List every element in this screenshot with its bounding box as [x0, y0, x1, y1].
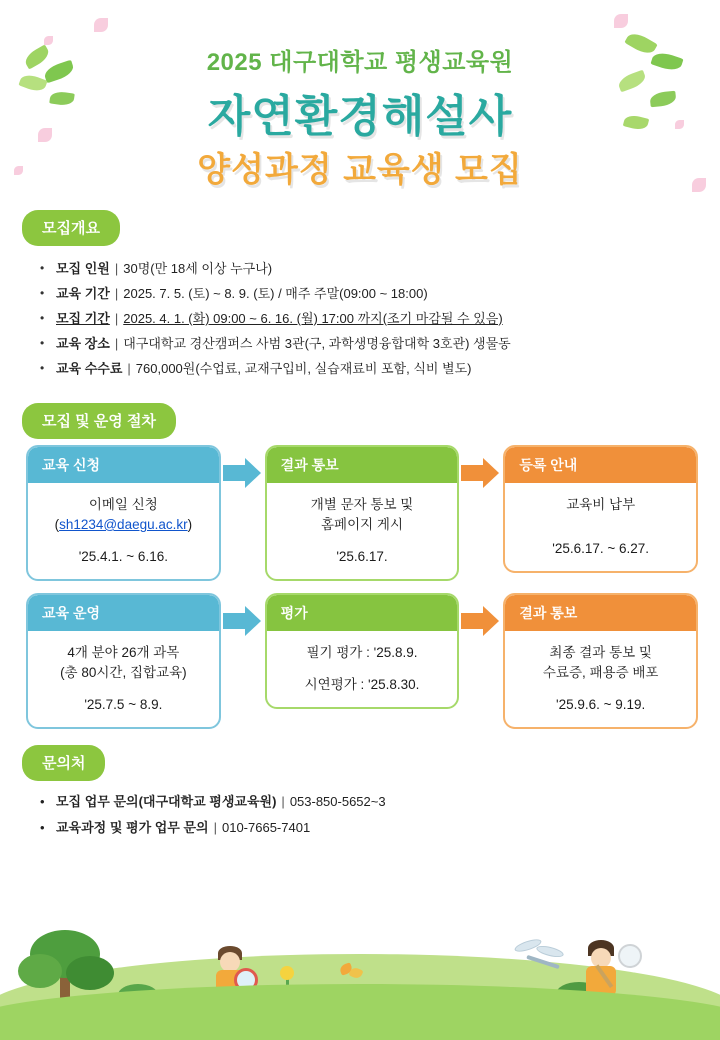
overview-list [0, 256, 720, 381]
petal-decoration [94, 18, 108, 32]
process-card-body [267, 631, 458, 707]
process-card-line1: 필기 평가 : '25.8.9. [306, 645, 418, 660]
bullet-icon: • [40, 261, 45, 275]
flower-head [280, 966, 294, 980]
overview-item-value: 대구대학교 경산캠퍼스 사범 3관(구, 과학생명융합대학 3호관) 생물동 [123, 336, 511, 351]
contact-item [40, 789, 694, 815]
petal-decoration [614, 14, 628, 28]
process-card-body [28, 483, 219, 579]
process-card-line1: 최종 결과 통보 및 [549, 645, 652, 660]
process-card-line2: 홈페이지 게시 [321, 517, 403, 532]
process-card-result-notice [265, 445, 460, 581]
process-card-date: '25.4.1. ~ 6.16. [78, 549, 168, 564]
spacer [36, 535, 211, 547]
overview-item [40, 331, 694, 356]
process-title-pill: 모집 및 운영 절차 [22, 403, 176, 439]
net-ring-icon [618, 944, 642, 968]
email-suffix: ) [187, 517, 193, 532]
contact-title-pill: 문의처 [22, 745, 105, 781]
bullet-icon: • [40, 794, 45, 809]
process-card-date: '25.6.17. [336, 549, 388, 564]
contact-item-phone: 010-7665-7401 [221, 820, 311, 835]
process-card-body [505, 483, 696, 571]
email-prefix: ( [54, 517, 60, 532]
overview-section-header [0, 210, 720, 246]
process-card-registration [503, 445, 698, 573]
spacer [513, 515, 688, 527]
bottom-illustration [0, 922, 720, 1040]
process-card-date: '25.6.17. ~ 6.27. [552, 541, 650, 556]
process-card-line1: 4개 분야 26개 과목 [67, 645, 180, 660]
process-card-line2: 시연평가 : '25.8.30. [304, 677, 420, 692]
bullet-icon: • [40, 336, 45, 350]
process-card-title: 결과 통보 [505, 595, 696, 631]
bullet-icon: • [40, 286, 45, 300]
process-card-final-result [503, 593, 698, 729]
contact-item-label: 모집 업무 문의(대구대학교 평생교육원) [56, 794, 277, 809]
ground-hill-front [0, 984, 720, 1040]
process-card-line2: (총 80시간, 집합교육) [60, 665, 187, 680]
overview-item-separator: | [114, 311, 119, 326]
contact-list [0, 781, 720, 841]
overview-item-separator: | [127, 361, 131, 376]
contact-item-label: 교육과정 및 평가 업무 문의 [56, 820, 209, 835]
overview-item-label: 모집 기간 [56, 311, 110, 326]
application-email-link[interactable]: sh1234@daegu.ac.kr [59, 517, 188, 532]
contact-item-separator: | [281, 794, 285, 809]
poster-header [0, 0, 720, 210]
process-card-evaluation [265, 593, 460, 709]
process-card-line1: 교육비 납부 [566, 497, 636, 512]
dragonfly-wing [535, 944, 564, 960]
bullet-icon: • [40, 361, 45, 375]
child-head [220, 952, 240, 972]
spacer [36, 683, 211, 695]
bullet-icon: • [40, 311, 45, 325]
process-card-date: '25.9.6. ~ 9.19. [556, 697, 646, 712]
overview-item-value: 2025. 4. 1. (화) 09:00 ~ 6. 16. (월) 17:00 까지(조기 마감될 수 있음) [123, 311, 503, 326]
arrow-right-icon [221, 457, 265, 491]
arrow-right-icon [221, 605, 265, 639]
process-card-body [505, 631, 696, 727]
overview-item-label: 교육 수수료 [56, 361, 123, 376]
process-card-operation [26, 593, 221, 729]
bullet-icon: • [40, 820, 45, 835]
contact-item [40, 815, 694, 841]
overview-item [40, 306, 694, 331]
arrow-right-icon [459, 457, 503, 491]
overview-item-separator: | [114, 261, 119, 276]
spacer [275, 663, 450, 675]
contact-item-phone: 053-850-5652~3 [289, 794, 386, 809]
process-card-date: '25.7.5 ~ 8.9. [84, 697, 163, 712]
overview-item-value: 2025. 7. 5. (토) ~ 8. 9. (토) / 매주 주말(09:00 ~ 18:00) [123, 286, 428, 301]
process-card-apply [26, 445, 221, 581]
overview-item-label: 모집 인원 [56, 261, 110, 276]
process-card-title: 교육 신청 [28, 447, 219, 483]
process-card-title: 교육 운영 [28, 595, 219, 631]
process-card-line1: 개별 문자 통보 및 [310, 497, 414, 512]
process-section-header [0, 403, 720, 439]
process-flow-row [26, 445, 698, 581]
child-head [591, 948, 611, 968]
overview-item-value: 760,000원(수업료, 교재구입비, 실습재료비 포함, 식비 별도) [135, 361, 472, 376]
process-flow-row [26, 593, 698, 729]
overview-item [40, 281, 694, 306]
poster-title-secondary: 양성과정 교육생 모집 [197, 151, 523, 189]
process-card-title: 등록 안내 [505, 447, 696, 483]
poster-title: 자연환경해설사 [207, 92, 513, 141]
tree-crown [18, 954, 62, 988]
tree-crown [66, 956, 114, 990]
overview-item-separator: | [114, 286, 119, 301]
process-card-body [28, 631, 219, 727]
process-card-email-row [36, 515, 211, 535]
process-card-line2: 수료증, 패용증 배포 [542, 665, 659, 680]
overview-item-label: 교육 장소 [56, 336, 110, 351]
overview-item-separator: | [114, 336, 119, 351]
spacer [513, 527, 688, 539]
contact-item-separator: | [213, 820, 217, 835]
overview-item [40, 356, 694, 381]
overview-item-label: 교육 기간 [56, 286, 110, 301]
process-flow [0, 439, 720, 729]
spacer [275, 535, 450, 547]
process-card-line1: 이메일 신청 [88, 497, 158, 512]
process-card-title: 평가 [267, 595, 458, 631]
overview-item [40, 256, 694, 281]
process-card-title: 결과 통보 [267, 447, 458, 483]
overview-title-pill: 모집개요 [22, 210, 120, 246]
overview-item-value: 30명(만 18세 이상 누구나) [123, 261, 273, 276]
spacer [513, 683, 688, 695]
arrow-right-icon [459, 605, 503, 639]
poster-subtitle-top: 2025 대구대학교 평생교육원 [206, 49, 514, 76]
process-card-body [267, 483, 458, 579]
contact-section-header [0, 745, 720, 781]
